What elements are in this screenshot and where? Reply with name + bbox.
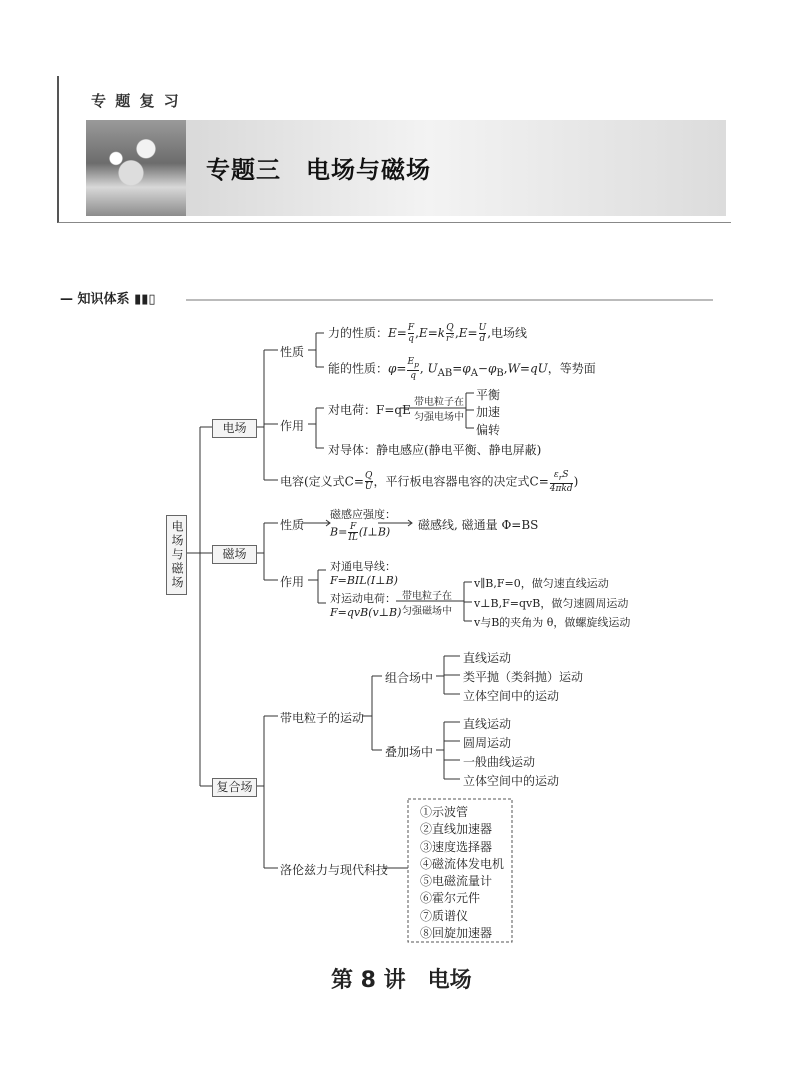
efield-on-conductor: 对导体：静电感应(静电平衡、静电屏蔽)	[328, 443, 542, 457]
tech-item: ③速度选择器	[420, 839, 493, 854]
bfield-case-perpendicular: v⊥B,F=qvB，做匀速圆周运动	[474, 597, 629, 610]
header-kicker: 专 题 复 习	[91, 92, 181, 110]
superposed-item: 立体空间中的运动	[463, 774, 560, 788]
bfield-case-angle: v与B的夹角为 θ，做螺旋线运动	[474, 616, 631, 629]
bfield-on-wire: 对通电导线： F=BIL(I⊥B)	[330, 560, 398, 587]
efield-particle-label: 带电粒子在 匀强电场中	[414, 397, 464, 423]
bfield-particle-label: 带电粒子在 匀强磁场中	[402, 591, 452, 617]
lecture-title: 第 8 讲 电场	[331, 968, 472, 993]
separate-item: 立体空间中的运动	[463, 689, 560, 703]
bfield-flux: 磁感线, 磁通量 Φ=BS	[418, 518, 539, 532]
combined-tech: 洛伦兹力与现代科技	[280, 863, 389, 877]
tech-item: ②直线加速器	[420, 822, 493, 837]
node-combined: 复合场	[212, 778, 257, 797]
tech-item: ⑧回旋加速器	[420, 926, 493, 941]
tech-item: ⑥霍尔元件	[420, 891, 481, 906]
superposed-item: 圆周运动	[463, 736, 512, 750]
efield-on-charge: 对电荷：F=qE	[328, 403, 411, 417]
combined-motion: 带电粒子的运动	[280, 711, 365, 725]
combined-separate: 组合场中	[385, 671, 434, 685]
efield-force-property: 力的性质：E= $\frac{F}{q}$ ,E=k $\frac{Q}{\text{r²}}$ ,E= $\frac{U}{d}$ ,电场线	[328, 323, 528, 344]
efield-outcome-balance: 平衡	[476, 388, 501, 402]
separate-item: 类平抛（类斜抛）运动	[463, 670, 584, 684]
root-node: 电场与磁场	[166, 515, 187, 595]
efield-outcome-accelerate: 加速	[476, 405, 501, 419]
efield-energy-property: 能的性质：φ= $\frac{E_p}{q}$ , $U_{AB}=\varphi_A-\varphi_B,W=qU$，等势面	[328, 357, 596, 381]
superposed-item: 一般曲线运动	[463, 755, 536, 769]
tech-item: ①示波管	[420, 805, 469, 819]
tech-item: ⑤电磁流量计	[420, 874, 493, 889]
efield-nature: 性质	[280, 345, 305, 359]
tech-item: ④磁流体发电机	[420, 856, 505, 871]
efield-capacitance: 电容(定义式C= $\frac{Q}{U}$ ，平行板电容器电容的决定式C= $\frac{\varepsilon_rS}{\text{4πkd}}$ )	[280, 470, 579, 494]
bfield-case-parallel: v∥B,F=0，做匀速直线运动	[474, 577, 609, 590]
combined-superposed: 叠加场中	[385, 745, 434, 759]
tech-item: ⑦质谱仪	[420, 908, 469, 923]
efield-outcome-deflect: 偏转	[476, 423, 501, 437]
bfield-induction: 磁感应强度： B= $\frac{F}{IL}$ (I⊥B)	[330, 508, 396, 543]
superposed-item: 直线运动	[463, 717, 512, 731]
bfield-effect: 作用	[280, 575, 305, 589]
bfield-nature: 性质	[280, 518, 305, 532]
tech-list	[420, 804, 504, 942]
efield-effect: 作用	[280, 419, 305, 433]
node-bfield: 磁场	[212, 545, 257, 564]
bfield-on-moving-charge: 对运动电荷： F=qvB(v⊥B)	[330, 592, 402, 619]
header-title: 专题三 电场与磁场	[206, 156, 431, 184]
node-efield: 电场	[212, 419, 257, 438]
section-heading: — 知识体系 ▮▮▯	[60, 292, 156, 307]
separate-item: 直线运动	[463, 651, 512, 665]
